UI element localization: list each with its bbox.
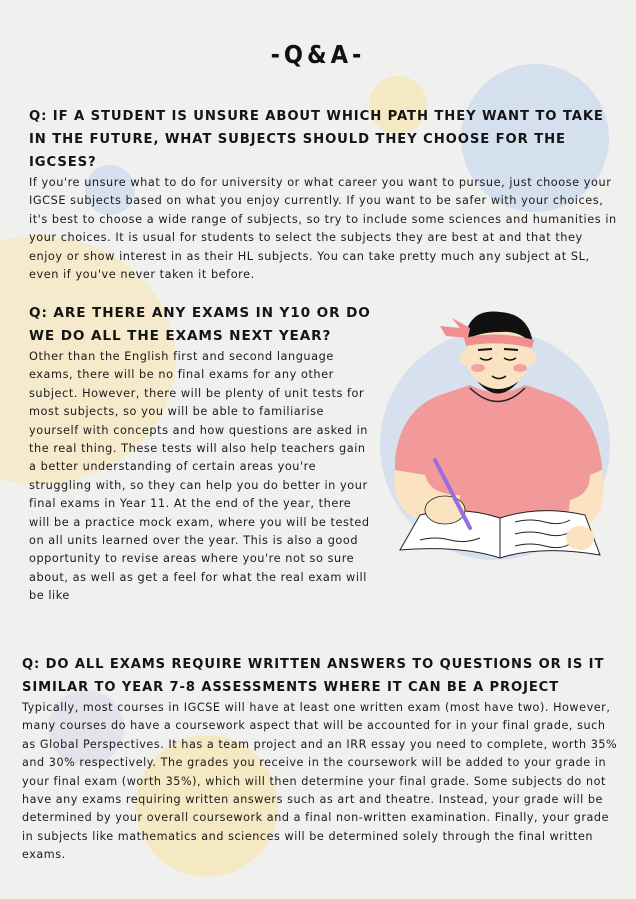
qa-section-2 — [29, 302, 371, 606]
student-writing-icon — [380, 300, 620, 570]
question-2: Q: ARE THERE ANY EXAMS IN Y10 OR DO WE DO ALL THE EXAMS NEXT YEAR? — [29, 305, 371, 344]
question-1: Q: IF A STUDENT IS UNSURE ABOUT WHICH PATH THEY WANT TO TAKE IN THE FUTURE, WHAT SUBJECTS SHOULD THEY CHOOSE FOR THE IGCSES? — [29, 109, 604, 170]
question-3: Q: DO ALL EXAMS REQUIRE WRITTEN ANSWERS TO QUESTIONS OR IS IT SIMILAR TO YEAR 7-8 ASSESSMENTS WHERE IT CAN BE A PROJECT — [22, 657, 605, 695]
answer-1: If you're unsure what to do for university or what career you want to pursue, just choose your IGCSE subjects based on what you enjoy currently. If you want to be safer with your choices, it's best to choose a wide range of subjects, so try to include some sciences and humanities in your choices. It is usual for students to select the subjects they are best at and that they enjoy or show interest in as their HL subjects. You can take pretty much any subject at SL, even if you've never taken it before. — [29, 176, 617, 282]
qa-section-3 — [22, 653, 622, 865]
answer-3: Typically, most courses in IGCSE will have at least one written exam (most have two). However, many courses do have a coursework aspect that will be accounted for in your final grade, such as Global Perspectives. It has a team project and an IRR essay you need to complete, worth 35% and 30% respectively. The grades you receive in the coursework will be added to your grade in your final exam (worth 35%), which will then determine your final grade. Some subjects do not have any exams requiring written answers such as art and theatre. Instead, your grade will be determined by your overall coursework and a final non-written examination. Finally, your grade in subjects like mathematics and sciences will be determined solely through the final written exams. — [22, 701, 618, 862]
page-title: -Q&A- — [270, 40, 366, 69]
qa-section-1 — [29, 105, 619, 284]
student-illustration — [380, 300, 620, 570]
answer-2: Other than the English first and second language exams, there will be no final exams for any other subject. However, there will be plenty of unit tests for most subjects, so you will be able to familiarise yourself with concepts and how questions are asked in the real thing. These tests will also help teachers gain a better understanding of certain areas you're struggling with, so they can help you do better in your final exams in Year 11. At the end of the year, there will be a practice mock exam, where you will be tested on all units learned over the year. This is also a good opportunity to revise areas where you're not so sure about, as well as get a feel for what the real exam will be like — [29, 350, 370, 603]
